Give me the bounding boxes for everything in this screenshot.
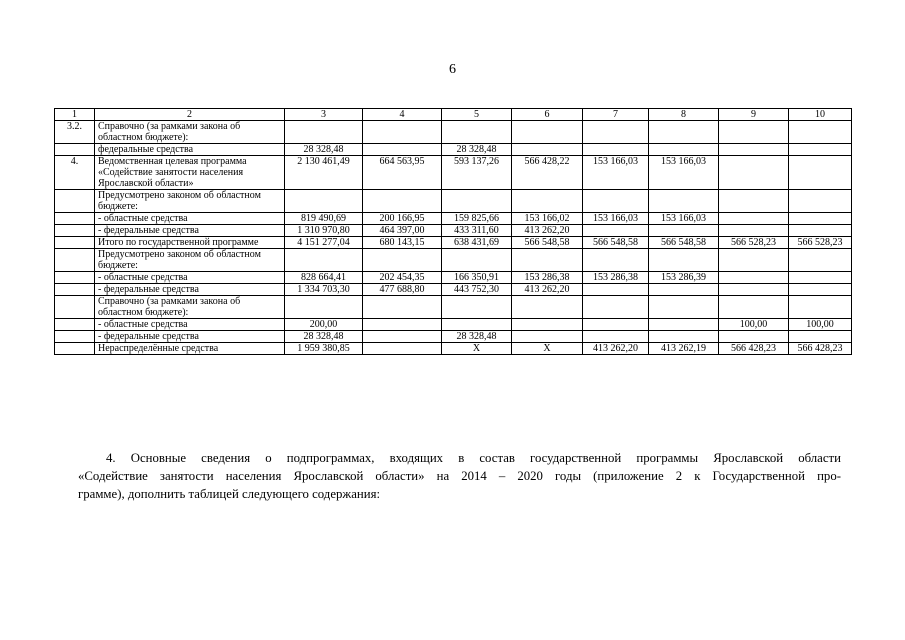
value-cell: 153 166,03 [649, 156, 719, 190]
value-cell: 443 752,30 [442, 284, 512, 296]
value-cell: 4 151 277,04 [285, 237, 363, 249]
value-cell: 202 454,35 [363, 272, 442, 284]
table-row [55, 284, 852, 296]
value-cell: 413 262,20 [512, 284, 583, 296]
value-cell [583, 284, 649, 296]
row-label-cell: - областные средства [95, 272, 285, 284]
value-cell [512, 190, 583, 213]
row-label-cell: Ведомственная целевая программа «Содействие занятости населения Ярославской области» [95, 156, 285, 190]
value-cell [363, 331, 442, 343]
value-cell: Х [442, 343, 512, 355]
value-cell [512, 319, 583, 331]
table-row [55, 121, 852, 144]
paragraph-line: «Содействие занятости населения Ярославской области» на 2014 – 2020 годы (приложение 2 к Государственной про- [78, 469, 841, 483]
table-header-cell: 3 [285, 109, 363, 121]
value-cell [583, 296, 649, 319]
value-cell [363, 319, 442, 331]
value-cell [649, 284, 719, 296]
value-cell [789, 249, 852, 272]
value-cell [512, 296, 583, 319]
value-cell: 1 959 380,85 [285, 343, 363, 355]
value-cell: 819 490,69 [285, 213, 363, 225]
value-cell: 1 310 970,80 [285, 225, 363, 237]
row-number-cell [55, 237, 95, 249]
value-cell [583, 121, 649, 144]
value-cell [649, 331, 719, 343]
row-label-cell: - федеральные средства [95, 331, 285, 343]
table-row [55, 272, 852, 284]
value-cell [719, 213, 789, 225]
table-row [55, 144, 852, 156]
value-cell: 28 328,48 [442, 331, 512, 343]
row-number-cell: 3.2. [55, 121, 95, 144]
table-header-cell: 8 [649, 109, 719, 121]
value-cell [442, 296, 512, 319]
row-label-cell: Справочно (за рамками закона об областном бюджете): [95, 121, 285, 144]
value-cell [363, 249, 442, 272]
table-header-cell: 7 [583, 109, 649, 121]
value-cell: 1 334 703,30 [285, 284, 363, 296]
value-cell [789, 272, 852, 284]
value-cell [789, 190, 852, 213]
value-cell [719, 144, 789, 156]
table-header-row [55, 109, 852, 121]
table-row [55, 331, 852, 343]
value-cell [719, 190, 789, 213]
value-cell [583, 331, 649, 343]
value-cell: Х [512, 343, 583, 355]
row-number-cell [55, 296, 95, 319]
value-cell [285, 121, 363, 144]
value-cell: 566 428,22 [512, 156, 583, 190]
value-cell [719, 156, 789, 190]
value-cell [512, 249, 583, 272]
value-cell: 566 428,23 [789, 343, 852, 355]
value-cell [512, 121, 583, 144]
value-cell [442, 249, 512, 272]
value-cell [719, 121, 789, 144]
row-label-cell: Итого по государственной программе [95, 237, 285, 249]
value-cell [583, 225, 649, 237]
value-cell: 566 548,58 [512, 237, 583, 249]
table-header-cell: 4 [363, 109, 442, 121]
table-row [55, 249, 852, 272]
table-row [55, 156, 852, 190]
value-cell [649, 190, 719, 213]
value-cell [363, 343, 442, 355]
table-row [55, 296, 852, 319]
value-cell: 100,00 [789, 319, 852, 331]
table-header-cell: 10 [789, 109, 852, 121]
row-number-cell [55, 331, 95, 343]
value-cell: 200 166,95 [363, 213, 442, 225]
value-cell: 664 563,95 [363, 156, 442, 190]
value-cell: 828 664,41 [285, 272, 363, 284]
section-4-paragraph [78, 449, 841, 503]
value-cell: 28 328,48 [285, 331, 363, 343]
value-cell: 28 328,48 [285, 144, 363, 156]
value-cell [649, 121, 719, 144]
value-cell [285, 296, 363, 319]
row-number-cell [55, 213, 95, 225]
paragraph-line: грамме), дополнить таблицей следующего содержания: [78, 487, 381, 501]
row-number-cell [55, 343, 95, 355]
value-cell: 200,00 [285, 319, 363, 331]
value-cell [442, 319, 512, 331]
value-cell [789, 284, 852, 296]
table-row [55, 319, 852, 331]
value-cell: 413 262,20 [512, 225, 583, 237]
value-cell [789, 121, 852, 144]
value-cell: 593 137,26 [442, 156, 512, 190]
row-label-cell: - федеральные средства [95, 284, 285, 296]
value-cell [719, 249, 789, 272]
value-cell [719, 225, 789, 237]
value-cell: 153 286,38 [583, 272, 649, 284]
table-header-cell: 1 [55, 109, 95, 121]
row-label-cell: федеральные средства [95, 144, 285, 156]
table-header-cell: 5 [442, 109, 512, 121]
value-cell: 153 166,02 [512, 213, 583, 225]
row-number-cell [55, 190, 95, 213]
value-cell: 153 286,38 [512, 272, 583, 284]
table-row [55, 190, 852, 213]
value-cell: 413 262,20 [583, 343, 649, 355]
table-row [55, 213, 852, 225]
value-cell [363, 296, 442, 319]
value-cell [789, 331, 852, 343]
row-number-cell [55, 249, 95, 272]
value-cell: 566 548,58 [649, 237, 719, 249]
value-cell: 153 166,03 [649, 213, 719, 225]
value-cell [649, 296, 719, 319]
value-cell [649, 144, 719, 156]
value-cell [719, 296, 789, 319]
value-cell: 566 528,23 [789, 237, 852, 249]
value-cell [649, 249, 719, 272]
value-cell [719, 272, 789, 284]
table-header-cell: 9 [719, 109, 789, 121]
row-number-cell: 4. [55, 156, 95, 190]
value-cell: 28 328,48 [442, 144, 512, 156]
value-cell: 566 428,23 [719, 343, 789, 355]
table-row [55, 225, 852, 237]
row-label-cell: - федеральные средства [95, 225, 285, 237]
value-cell: 464 397,00 [363, 225, 442, 237]
value-cell: 680 143,15 [363, 237, 442, 249]
value-cell [512, 331, 583, 343]
row-number-cell [55, 319, 95, 331]
value-cell: 566 528,23 [719, 237, 789, 249]
value-cell [789, 225, 852, 237]
value-cell: 153 286,39 [649, 272, 719, 284]
value-cell [719, 284, 789, 296]
value-cell: 477 688,80 [363, 284, 442, 296]
value-cell [363, 190, 442, 213]
value-cell: 566 548,58 [583, 237, 649, 249]
value-cell [789, 296, 852, 319]
row-label-cell: Предусмотрено законом об областном бюджете: [95, 249, 285, 272]
row-number-cell [55, 225, 95, 237]
row-label-cell: Нераспределённые средства [95, 343, 285, 355]
paragraph-line: 4. Основные сведения о подпрограммах, входящих в состав государственной программы Ярославской области [106, 451, 841, 465]
value-cell [363, 144, 442, 156]
value-cell [719, 331, 789, 343]
value-cell: 153 166,03 [583, 213, 649, 225]
row-number-cell [55, 144, 95, 156]
value-cell [649, 319, 719, 331]
value-cell [583, 144, 649, 156]
table-row [55, 343, 852, 355]
value-cell: 638 431,69 [442, 237, 512, 249]
value-cell [789, 213, 852, 225]
row-number-cell [55, 272, 95, 284]
table-header-cell: 2 [95, 109, 285, 121]
value-cell [285, 249, 363, 272]
value-cell [285, 190, 363, 213]
row-label-cell: - областные средства [95, 213, 285, 225]
value-cell: 100,00 [719, 319, 789, 331]
value-cell: 2 130 461,49 [285, 156, 363, 190]
value-cell: 159 825,66 [442, 213, 512, 225]
value-cell [649, 225, 719, 237]
page-number: 6 [449, 62, 456, 77]
value-cell [583, 190, 649, 213]
value-cell: 153 166,03 [583, 156, 649, 190]
value-cell [789, 156, 852, 190]
value-cell: 433 311,60 [442, 225, 512, 237]
value-cell [789, 144, 852, 156]
table-header-cell: 6 [512, 109, 583, 121]
value-cell [363, 121, 442, 144]
value-cell [512, 144, 583, 156]
value-cell [583, 249, 649, 272]
table-row [55, 237, 852, 249]
budget-table [54, 108, 852, 355]
value-cell [583, 319, 649, 331]
row-number-cell [55, 284, 95, 296]
row-label-cell: Предусмотрено законом об областном бюджете: [95, 190, 285, 213]
row-label-cell: - областные средства [95, 319, 285, 331]
row-label-cell: Справочно (за рамками закона об областном бюджете): [95, 296, 285, 319]
value-cell [442, 121, 512, 144]
value-cell [442, 190, 512, 213]
value-cell: 166 350,91 [442, 272, 512, 284]
value-cell: 413 262,19 [649, 343, 719, 355]
